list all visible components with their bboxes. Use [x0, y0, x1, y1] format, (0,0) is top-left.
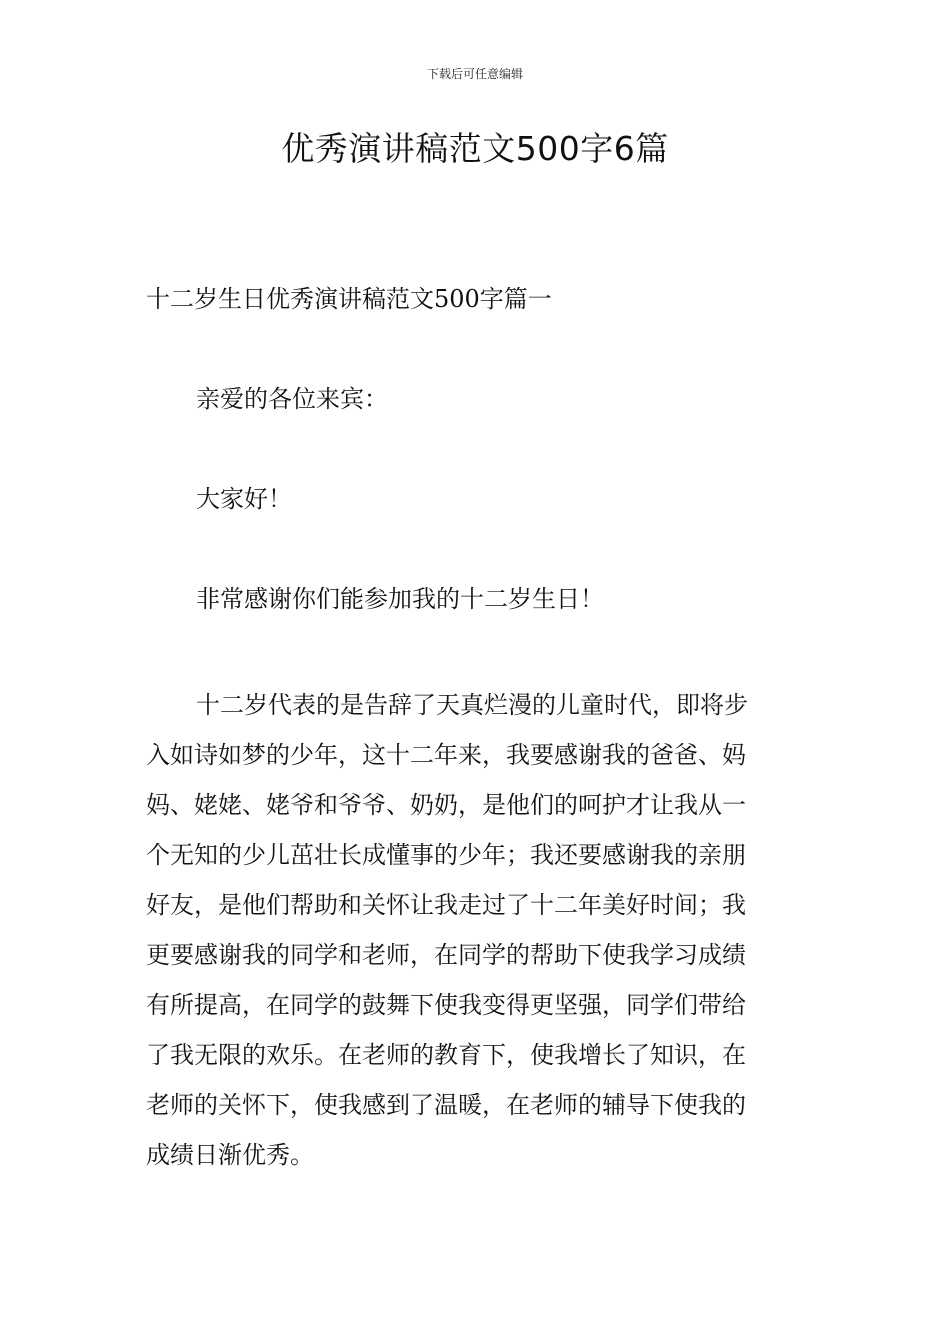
body-line: 个无知的少儿茁壮长成懂事的少年；我还要感谢我的亲朋 — [146, 841, 746, 869]
section-heading: 十二岁生日优秀演讲稿范文500字篇一 — [146, 285, 552, 313]
body-line: 更要感谢我的同学和老师，在同学的帮助下使我学习成绩 — [146, 941, 746, 969]
body-line: 十二岁代表的是告辞了天真烂漫的儿童时代，即将步 — [196, 691, 748, 719]
body-line: 了我无限的欢乐。在老师的教育下，使我增长了知识，在 — [146, 1041, 746, 1069]
salutation-paragraph: 亲爱的各位来宾： — [196, 385, 388, 413]
document-title: 优秀演讲稿范文500字6篇 — [281, 129, 669, 168]
header-note: 下载后可任意编辑 — [426, 67, 523, 81]
body-paragraph — [146, 680, 806, 1180]
body-line: 妈、姥姥、姥爷和爷爷、奶奶，是他们的呵护才让我从一 — [146, 791, 746, 819]
greeting-paragraph: 大家好！ — [196, 485, 292, 513]
body-line: 老师的关怀下，使我感到了温暖，在老师的辅导下使我的 — [146, 1091, 746, 1119]
body-line: 入如诗如梦的少年，这十二年来，我要感谢我的爸爸、妈 — [146, 741, 746, 769]
body-line: 有所提高，在同学的鼓舞下使我变得更坚强，同学们带给 — [146, 991, 746, 1019]
thanks-paragraph: 非常感谢你们能参加我的十二岁生日！ — [196, 585, 604, 613]
body-line: 成绩日渐优秀。 — [146, 1141, 314, 1169]
body-line: 好友，是他们帮助和关怀让我走过了十二年美好时间；我 — [146, 891, 746, 919]
